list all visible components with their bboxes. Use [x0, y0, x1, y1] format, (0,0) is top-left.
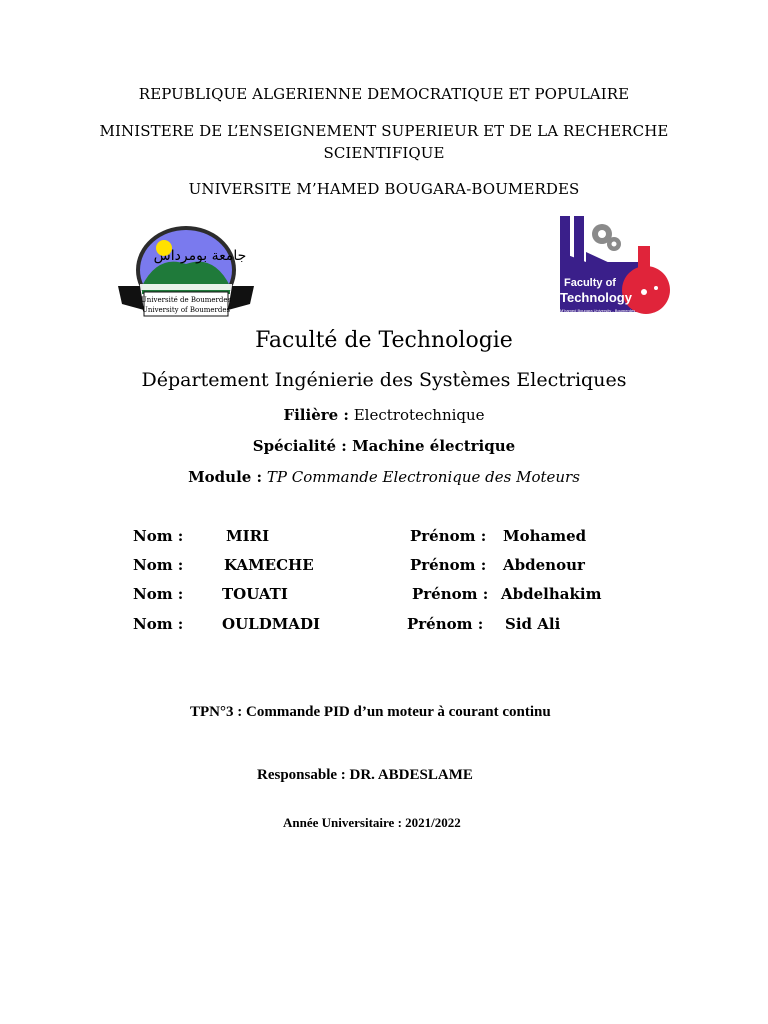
tp-title: TPN°3 : Commande PID d’un moteur à courant continu — [190, 704, 551, 720]
prenom-label: Prénom : — [410, 527, 487, 545]
student-prenom: Mohamed — [503, 527, 587, 545]
prenom-label: Prénom : — [412, 585, 489, 603]
student-nom: TOUATI — [222, 585, 288, 603]
filiere-value: Electrotechnique — [348, 406, 485, 424]
student-row — [0, 585, 768, 605]
specialite-label: Spécialité : — [252, 437, 347, 455]
prenom-label: Prénom : — [407, 615, 484, 633]
student-nom: OULDMADI — [222, 615, 320, 633]
logo-technology-text: Technology — [560, 290, 632, 305]
student-prenom: Abdelhakim — [501, 585, 602, 603]
module-value: TP Commande Electronique des Moteurs — [262, 468, 580, 486]
nom-label: Nom : — [133, 556, 184, 574]
student-row — [0, 527, 768, 547]
logo-arabic-text: جامعة بومرداس — [153, 248, 247, 264]
logo-text-en: University of Boumerdes — [141, 306, 231, 314]
faculty-logo — [556, 212, 672, 320]
nom-label: Nom : — [133, 527, 184, 545]
university-logo — [118, 224, 254, 320]
logo-faculty-text: Faculty of — [564, 277, 616, 289]
logo-sub-text: M'hamed Bougara University - Boumerdes — [560, 308, 636, 313]
student-nom: KAMECHE — [224, 556, 314, 574]
student-row — [0, 615, 768, 635]
module-label: Module : — [188, 468, 263, 486]
republic-title: REPUBLIQUE ALGERIENNE DEMOCRATIQUE ET POPULAIRE — [138, 85, 630, 103]
filiere-line — [0, 406, 768, 424]
annee-universitaire: Année Universitaire : 2021/2022 — [283, 815, 461, 830]
ministry-title-line1: MINISTERE DE L’ENSEIGNEMENT SUPERIEUR ET DE LA RECHERCHE — [99, 122, 669, 140]
logo-text-fr: Université de Boumerdes — [140, 296, 232, 304]
department-title: Département Ingénierie des Systèmes Electriques — [141, 369, 627, 391]
student-row — [0, 556, 768, 576]
ministry-title-line2: SCIENTIFIQUE — [323, 144, 445, 162]
responsable: Responsable : DR. ABDESLAME — [257, 767, 473, 783]
specialite-line — [0, 437, 768, 455]
module-line — [0, 468, 768, 486]
faculty-title: Faculté de Technologie — [255, 328, 513, 353]
nom-label: Nom : — [133, 585, 184, 603]
student-prenom: Abdenour — [503, 556, 585, 574]
nom-label: Nom : — [133, 615, 184, 633]
university-name: UNIVERSITE M’HAMED BOUGARA-BOUMERDES — [188, 180, 580, 198]
student-nom: MIRI — [226, 527, 270, 545]
filiere-label: Filière : — [283, 406, 349, 424]
specialite-value: Machine électrique — [346, 437, 516, 455]
prenom-label: Prénom : — [410, 556, 487, 574]
student-prenom: Sid Ali — [505, 615, 561, 633]
